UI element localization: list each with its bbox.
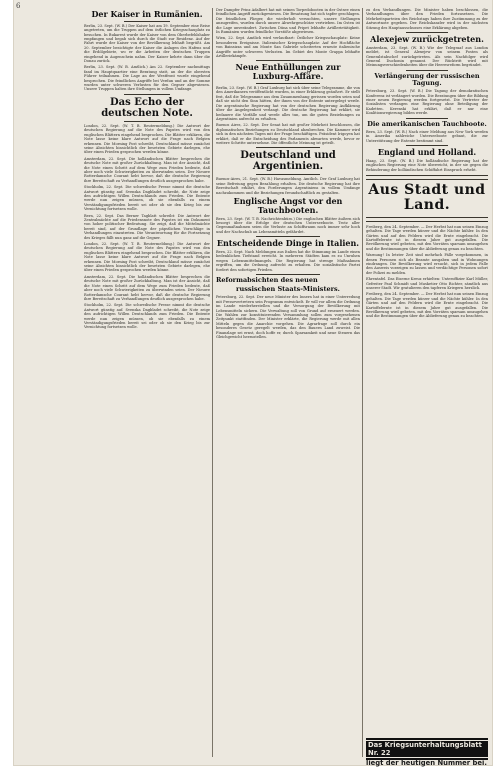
article-paragraph: Petersburg, 23. Sept. (W. B.) Die Tagung der demokratischen Konferenz ist verlängert worden. Die Beratungen über die Bildung einer neuen Regierung werden fortgesetzt. Die Vertreter der Sozialisten verlangen eine Regierung ohne Beteiligung der Kadetten. Kerenski hat erklärt, daß er nur eine Koalitionsregierung bilden werde. — [366, 89, 488, 116]
column-middle — [216, 8, 360, 757]
headline-italien: Entscheidende Dinge in Italien. — [216, 238, 360, 249]
column-divider — [362, 8, 363, 757]
article-paragraph: zu den Verhandlungen. Die Minister haben beschlossen, die Verhandlungen über den Frieden fortzusetzen. Die Mehrheitsparteien des Reichstags haben ihre Zustimmung zu der Antwortnote gegeben. Der Reichskanzler wird in der nächsten Sitzung des Hauptausschusses eine Erklärung abgeben. — [366, 8, 488, 30]
headline-echo-note: Das Echo der deutschen Note. — [101, 96, 193, 119]
article-paragraph: Bern, 22. Sept. Das Berner Tagblatt schreibt: Die Antwort der Zentralmächte auf die Friedensnote des Papstes ist ein Dokument von hoher politischer Bedeutung. Sie zeigt, daß die Mittelmächte bereit sind, auf der Grundlage der päpstlichen Vorschläge in Verhandlungen einzutreten. Die Verantwortung für die Fortsetzung des Krieges fällt nun ganz auf die Gegner. — [84, 213, 210, 240]
supplement-notice-line1: Das Kriegsunterhaltungsblatt Nr. 22 — [366, 741, 488, 757]
headline-kaiser-rumaenien: Der Kaiser in Rumänien. — [91, 9, 203, 19]
divider — [406, 118, 448, 119]
divider — [256, 60, 320, 61]
article-paragraph: Berlin, 23. Sept. (W. B.) Graf Luxburg hat sich über seine Telegramme, die von den Amerikanern veröffentlicht wurden, in einer Erklärung geäußert. Er stellt fest, daß die Telegramme aus dem Zusammenhang gerissen worden seien und daß sie nicht den Sinn hätten, der ihnen von der Entente untergelegt werde. Die argentinische Regierung hat von der deutschen Regierung Aufklärung über die Angelegenheit verlangt. Die deutsche Regierung hat erklärt, sie bedauere die Vorfälle und werde alles tun, um die guten Beziehungen zu Argentinien aufrecht zu erhalten. — [216, 86, 360, 121]
article-paragraph: Haag, 23. Sept. (W. B.) Die holländische Regierung hat der englischen Regierung eine Note überreicht, in der sie gegen die Behinderung der holländischen Schiffahrt Einspruch erhebt. — [366, 158, 488, 172]
article-paragraph: Wien, 22. Sept. Amtlich wird verlautbart: Östlicher Kriegsschauplatz: Keine besonderen Ereignisse. Italienischer Kriegsschauplatz: Auf der Hochfläche von Bainsizza und am Monte San Gabriele scheiterten erneute italienische Angriffe unter schweren Verlusten. Im Gebiet des Monte Grappa lebhafte Artilleriekämpfe. — [216, 36, 360, 59]
headline-deutschland-argentinien: Deutschland und Argentinien. — [240, 150, 336, 173]
headline-amerikanische-tauchboote: Die amerikanischen Tauchboote. — [367, 119, 487, 128]
headline-russische-tagung: Verlängerung der russischen Tagung. — [374, 71, 480, 87]
divider — [124, 121, 170, 122]
article-paragraph: Warnung! In letzter Zeit sind mehrfach Fälle vorgekommen, in denen Personen sich als Beamte ausgaben und in Wohnungen eindrangen. Die Bevölkerung wird ersucht, sich in jedem Falle den Ausweis vorzeigen zu lassen und verdächtige Personen sofort der Polizei zu melden. — [366, 253, 488, 275]
supplement-notice — [366, 738, 488, 767]
page-number: 6 — [16, 2, 21, 10]
divider — [256, 147, 320, 148]
column-divider — [212, 8, 213, 757]
article-paragraph: London, 22. Sept. (W. T. B. Reutermeldung.) Die Antwort der deutschen Regierung auf die Note des Papstes wird von den englischen Blättern eingehend besprochen. Die Blätter erklären, die Note lasse keine klare Antwort auf die Frage nach Belgien erkennen. Die Morning Post schreibt, Deutschland müsse zunächst seine Absichten hinsichtlich der besetzten Gebiete darlegen, ehe über einen Frieden gesprochen werden könne. — [84, 123, 210, 155]
divider — [406, 32, 448, 33]
headline-stadt-und-land: Aus Stadt und Land. — [368, 181, 486, 214]
article-paragraph: Stockholm, 22. Sept. Die schwedische Presse nimmt die deutsche Antwort günstig auf. Svenska Dagbladet schreibt, die Note zeige den aufrichtigen Willen Deutschlands zum Frieden. Die Entente werde nun zeigen müssen, ob sie ebenfalls zu einem Verständigungsfrieden bereit sei oder ob sie den Krieg bis zur Vernichtung fortsetzen wolle. — [84, 303, 210, 330]
headline-reformabsichten-sub: russischen Staats-Ministers. — [236, 285, 340, 294]
divider — [406, 145, 448, 146]
column-right — [366, 8, 488, 757]
headline-alexejew: Alexejew zurückgetreten. — [370, 34, 484, 45]
divider — [256, 83, 320, 84]
article-paragraph: London, 22. Sept. (W. T. B. Reutermeldung.) Die Antwort der deutschen Regierung auf die Note des Papstes wird von den englischen Blättern eingehend besprochen. Die Blätter erklären, die Note lasse keine klare Antwort auf die Frage nach Belgien erkennen. Die Morning Post schreibt, Deutschland müsse zunächst seine Absichten hinsichtlich der besetzten Gebiete darlegen, ehe über einen Frieden gesprochen werden könne. — [84, 242, 210, 273]
article-paragraph: Der Dampfer Prinz Adalbert hat mit seinen Torpedobooten in der Ostsee einen feindlichen Angriff zurückgewiesen. Die Besatzung hat sich tapfer geschlagen. Die feindlichen Flieger, die wiederholt versuchten, unsere Stellungen anzugreifen, wurden durch unsere Abwehrgeschütze vertrieben. Im Osten ist die Lage unverändert. Zwischen Düna und Pripet lebhafte Artillerietätigkeit. In Rumänien wurden feindliche Vorstöße abgewiesen. — [216, 8, 360, 35]
newspaper-page — [14, 0, 492, 765]
article-paragraph: Ehrentafel. Das Eiserne Kreuz erhielten: Unteroffizier Karl Müller, Gefreiter Paul Schmidt und Musketier Otto Richter, sämtlich aus unserer Stadt. Wir gratulieren den tapferen Kriegern herzlich. — [366, 277, 488, 291]
divider — [256, 174, 320, 175]
divider — [406, 70, 448, 71]
article-paragraph: Bern, 22. Sept. Nach Meldungen aus Italien hat die Stimmung im Lande einen bedenklichen Tiefstand erreicht. In mehreren Städten kam es zu Unruhen wegen Lebensmittelmangels. Die Regierung hat strenge Maßnahmen ergriffen, um die Ordnung aufrecht zu erhalten. Die sozialistische Partei fordert den sofortigen Frieden. — [216, 249, 360, 272]
article-paragraph: Amsterdam, 22. Sept. Die holländischen Blätter besprechen die deutsche Note mit großer Zurückhaltung. Man ist der Ansicht, daß die Note einen Schritt auf dem Wege zum Frieden bedeute, daß aber noch viele Schwierigkeiten zu überwinden seien. Der Nieuwe Rotterdamsche Courant hebt hervor, daß die deutsche Regierung ihre Bereitschaft zu Verhandlungen deutlich ausgesprochen habe. — [84, 274, 210, 301]
article-paragraph: Bern, 23. Sept. (W. B.) Nach einer Meldung aus New York werden in Amerika zahlreiche Unterseeboote gebaut, die zur Unterstützung der Entente bestimmt sind. — [366, 129, 488, 143]
headline-tauchboote: Englische Angst vor den Tauchbooten. — [233, 195, 343, 215]
article-paragraph: Stockholm, 22. Sept. Die schwedische Presse nimmt die deutsche Antwort günstig auf. Svenska Dagbladet schreibt, die Note zeige den aufrichtigen Willen Deutschlands zum Frieden. Die Entente werde nun zeigen müssen, ob sie ebenfalls zu einem Verständigungsfrieden bereit sei oder ob sie den Krieg bis zur Vernichtung fortsetzen wolle. — [84, 185, 210, 212]
divider — [256, 236, 320, 237]
article-paragraph: Amsterdam, 22. Sept. Die holländischen Blätter besprechen die deutsche Note mit großer Zurückhaltung. Man ist der Ansicht, daß die Note einen Schritt auf dem Wege zum Frieden bedeute, daß aber noch viele Schwierigkeiten zu überwinden seien. Der Nieuwe Rotterdamsche Courant hebt hervor, daß die deutsche Regierung ihre Bereitschaft zu Verhandlungen deutlich ausgesprochen habe. — [84, 156, 210, 183]
article-paragraph: Berlin, 23. Sept. (W. B. Amtlich.) Am 22. September nachmittags fand im Hauptquartier eine Beratung statt, an der die obersten Führer teilnahmen. Die Lage an der Westfront wurde eingehend besprochen. Die feindlichen Angriffe bei Verdun und an der Somme wurden unter schweren Verlusten für den Gegner abgewiesen. Unsere Truppen halten ihre Stellungen in vollem Umfange. — [84, 65, 210, 92]
article-paragraph: Bern, 23. Sept. (W. T. B. Nachrichtenbüro.) Die englischen Blätter äußern sich besorgt über die Erfolge der deutschen Unterseeboote. Trotz aller Gegenmaßnahmen seien die Verluste an Schiffsraum noch immer sehr hoch und der Nachschub an Lebensmitteln gefährdet. — [216, 216, 360, 234]
article-paragraph: Freiberg, den 24. September. — Der Herbst hat nun seinen Einzug gehalten. Die Tage werden kürzer und die Nächte kühler. In den Gärten und auf den Feldern wird die Ernte eingebracht. Die Kartoffelernte ist in diesem Jahre gut ausgefallen. Die Bevölkerung wird gebeten, mit den Vorräten sparsam umzugehen und die Bestimmungen über die Ablieferung genau zu beachten. — [366, 292, 488, 319]
article-paragraph: Petersburg, 22. Sept. Der neue Minister des Innern hat in einer Unterredung mit Pressevertretern sein Programm entwickelt. Er will vor allem die Ordnung im Lande wiederherstellen und die Versorgung der Bevölkerung mit Lebensmitteln sichern. Die Verwaltung soll von Grund auf erneuert werden. Die Wahlen zur konstituierenden Versammlung sollen zum vorgesehenen Zeitpunkt stattfinden. Der Minister erklärte, die Regierung werde mit allen Mitteln gegen die Anarchie vorgehen. Die Agrarfrage soll durch ein besonderes Gesetz geregelt werden, das den Bauern Land zuweist. Die Finanzlage sei ernst, doch hoffe er, durch Sparsamkeit und neue Steuern das Gleichgewicht herzustellen. — [216, 295, 360, 339]
article-paragraph: Buenos Aires, 22. Sept. Der Senat hat mit großer Mehrheit beschlossen, die diplomatischen Beziehungen zu Deutschland abzubrechen. Die Kammer wird sich in den nächsten Tagen mit der Frage beschäftigen. Präsident Irigoyen hat erklärt, daß er die Entscheidung des Parlaments abwarten werde, bevor er weitere Schritte unternehme. Die öffentliche Meinung ist geteilt. — [216, 123, 360, 145]
column-left — [84, 8, 210, 757]
article-paragraph: Amsterdam, 23. Sept. (W. B.) Wie der Telegraaf aus London meldet, ist General Alexejew von seinem Posten als Generalstabschef zurückgetreten. Als sein Nachfolger wird General Duchonin genannt. Der Rücktritt wird mit Meinungsverschiedenheiten über die Heeresreform begründet. — [366, 45, 488, 68]
headline-reformabsichten: Reformabsichten des neuen — [216, 276, 318, 285]
article-paragraph: Berlin, 23. Sept. (W. B.) Der Kaiser hat am 19. September eine Reise angetreten, um die Truppen auf dem östlichen Kriegsschauplatz zu besuchen. In Bukarest wurde der Kaiser von dem Oberbefehlshaber empfangen und begab sich durch die Stadt zur Residenz. Auf der Fahrt wurde der Kaiser von der Bevölkerung lebhaft begrüßt. Am 20. September besichtigte der Kaiser die Anlagen des Hafens und die Erdölgebiete, wo er die Arbeiten der deutschen Truppen eingehend in Augenschein nahm. Der Kaiser kehrte dann über die Donau zurück. — [84, 23, 210, 64]
divider — [124, 21, 170, 22]
divider — [256, 274, 320, 275]
double-rule — [366, 175, 488, 180]
supplement-notice-line2: liegt der heutigen Nummer bei. — [366, 759, 487, 767]
divider — [124, 94, 170, 95]
double-rule — [366, 217, 488, 222]
headline-luxburg: Neue Enthüllungen zur Luxburg-Affäre. — [235, 62, 341, 82]
headline-england-holland: England und Holland. — [377, 146, 477, 157]
article-paragraph: Buenos-Aires, 21. Sept. (W. B.) Havasmeldung. Amtlich. Der Graf Luxburg hat seine Befreiung gegen Bezahlung erhalten. Die deutsche Regierung hat ihre Bereitschaft erklärt, den Forderungen Argentiniens in vollem Umfange nachzukommen und die Beziehungen freundschaftlich zu gestalten. — [216, 177, 360, 195]
article-paragraph: Freiberg, den 24. September. — Der Herbst hat nun seinen Einzug gehalten. Die Tage werden kürzer und die Nächte kühler. In den Gärten und auf den Feldern wird die Ernte eingebracht. Die Kartoffelernte ist in diesem Jahre gut ausgefallen. Die Bevölkerung wird gebeten, mit den Vorräten sparsam umzugehen und die Bestimmungen über die Ablieferung genau zu beachten. — [366, 224, 488, 251]
